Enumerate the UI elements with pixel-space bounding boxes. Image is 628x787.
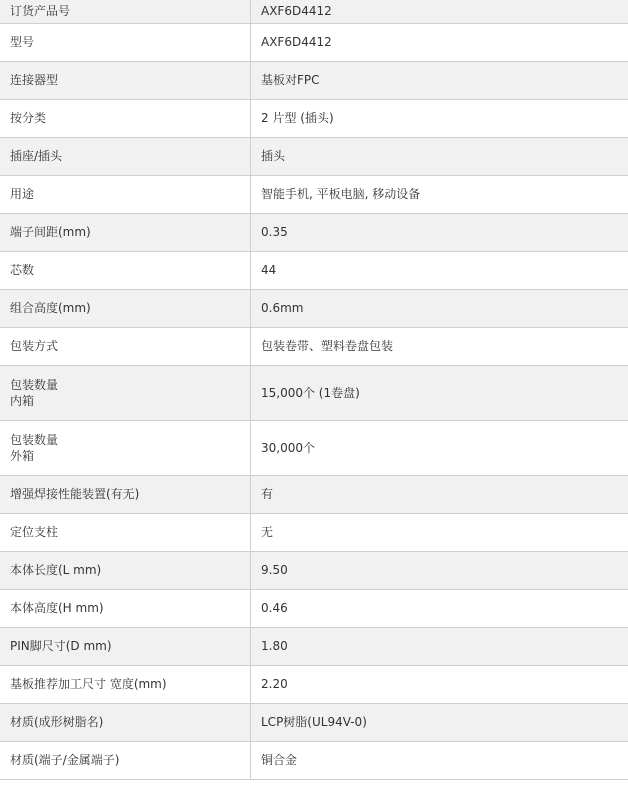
- spec-value: 1.80: [251, 627, 628, 665]
- spec-label: 组合高度(mm): [10, 301, 91, 315]
- spec-label-cell: [0, 513, 251, 551]
- spec-label-cell: [0, 551, 251, 589]
- spec-label: 包装数量: [10, 432, 59, 447]
- spec-label-cell: [0, 0, 251, 23]
- spec-label: 芯数: [10, 263, 35, 277]
- spec-label-cell: [0, 99, 251, 137]
- table-row: [0, 251, 628, 289]
- table-row: [0, 327, 628, 365]
- spec-value: 44: [251, 251, 628, 289]
- spec-value: 9.50: [251, 551, 628, 589]
- spec-value: 2 片型 (插头): [251, 99, 628, 137]
- spec-label-cell: [0, 741, 251, 779]
- spec-value: 0.6mm: [251, 289, 628, 327]
- spec-label-cell: [0, 61, 251, 99]
- spec-value: 插头: [251, 137, 628, 175]
- spec-label-cell: [0, 137, 251, 175]
- table-row: [0, 551, 628, 589]
- spec-label-cell: [0, 213, 251, 251]
- table-row: [0, 513, 628, 551]
- table-row: [0, 0, 628, 23]
- table-row: [0, 420, 628, 475]
- spec-value: 30,000个: [251, 420, 628, 475]
- table-row: [0, 99, 628, 137]
- table-row: [0, 741, 628, 779]
- spec-value: 包装卷带、塑料卷盘包装: [251, 327, 628, 365]
- table-row: [0, 703, 628, 741]
- spec-value: 2.20: [251, 665, 628, 703]
- spec-label: 增强焊接性能装置(有无): [10, 487, 140, 501]
- spec-label: 按分类: [10, 111, 47, 125]
- table-row: [0, 61, 628, 99]
- spec-label-cell: [0, 23, 251, 61]
- spec-label: 包装数量: [10, 377, 59, 392]
- spec-value: 基板对FPC: [251, 61, 628, 99]
- spec-label-cell: [0, 289, 251, 327]
- spec-label-cell: [0, 703, 251, 741]
- spec-value: 0.46: [251, 589, 628, 627]
- spec-value: 智能手机, 平板电脑, 移动设备: [251, 175, 628, 213]
- spec-label-cell: [0, 251, 251, 289]
- spec-label-cell: [0, 665, 251, 703]
- spec-label: 连接器型: [10, 73, 59, 87]
- table-row: [0, 289, 628, 327]
- spec-value: 15,000个 (1卷盘): [251, 365, 628, 420]
- spec-label-cell: [0, 589, 251, 627]
- spec-label: PIN脚尺寸(D mm): [10, 639, 112, 653]
- table-row: [0, 589, 628, 627]
- spec-label-cell: [0, 327, 251, 365]
- spec-label: 本体长度(L mm): [10, 563, 102, 577]
- spec-label: 外箱: [10, 448, 35, 463]
- spec-value: AXF6D4412: [251, 23, 628, 61]
- spec-value: 铜合金: [251, 741, 628, 779]
- spec-label: 用途: [10, 187, 35, 201]
- spec-label: 包装方式: [10, 339, 59, 353]
- table-row: [0, 175, 628, 213]
- table-row: [0, 365, 628, 420]
- spec-label-cell: [0, 475, 251, 513]
- spec-label-cell: [0, 420, 251, 475]
- spec-label-cell: [0, 627, 251, 665]
- spec-label: 本体高度(H mm): [10, 601, 104, 615]
- spec-value: 有: [251, 475, 628, 513]
- spec-label: 端子间距(mm): [10, 225, 91, 239]
- table-row: [0, 475, 628, 513]
- spec-label: 型号: [10, 35, 35, 49]
- table-row: [0, 665, 628, 703]
- table-row: [0, 137, 628, 175]
- spec-label: 订货产品号: [10, 4, 71, 19]
- spec-label: 定位支柱: [10, 525, 59, 539]
- spec-label: 材质(端子/金属端子): [10, 753, 120, 767]
- spec-label: 材质(成形树脂名): [10, 715, 104, 729]
- spec-label-cell: [0, 175, 251, 213]
- spec-value: LCP树脂(UL94V-0): [251, 703, 628, 741]
- table-row: [0, 213, 628, 251]
- spec-value: AXF6D4412: [251, 0, 628, 23]
- spec-value: 无: [251, 513, 628, 551]
- spec-label: 内箱: [10, 393, 35, 408]
- spec-label-cell: [0, 365, 251, 420]
- spec-label: 插座/插头: [10, 149, 63, 163]
- table-row: [0, 627, 628, 665]
- table-row: [0, 23, 628, 61]
- spec-value: 0.35: [251, 213, 628, 251]
- spec-label: 基板推荐加工尺寸 宽度(mm): [10, 677, 167, 691]
